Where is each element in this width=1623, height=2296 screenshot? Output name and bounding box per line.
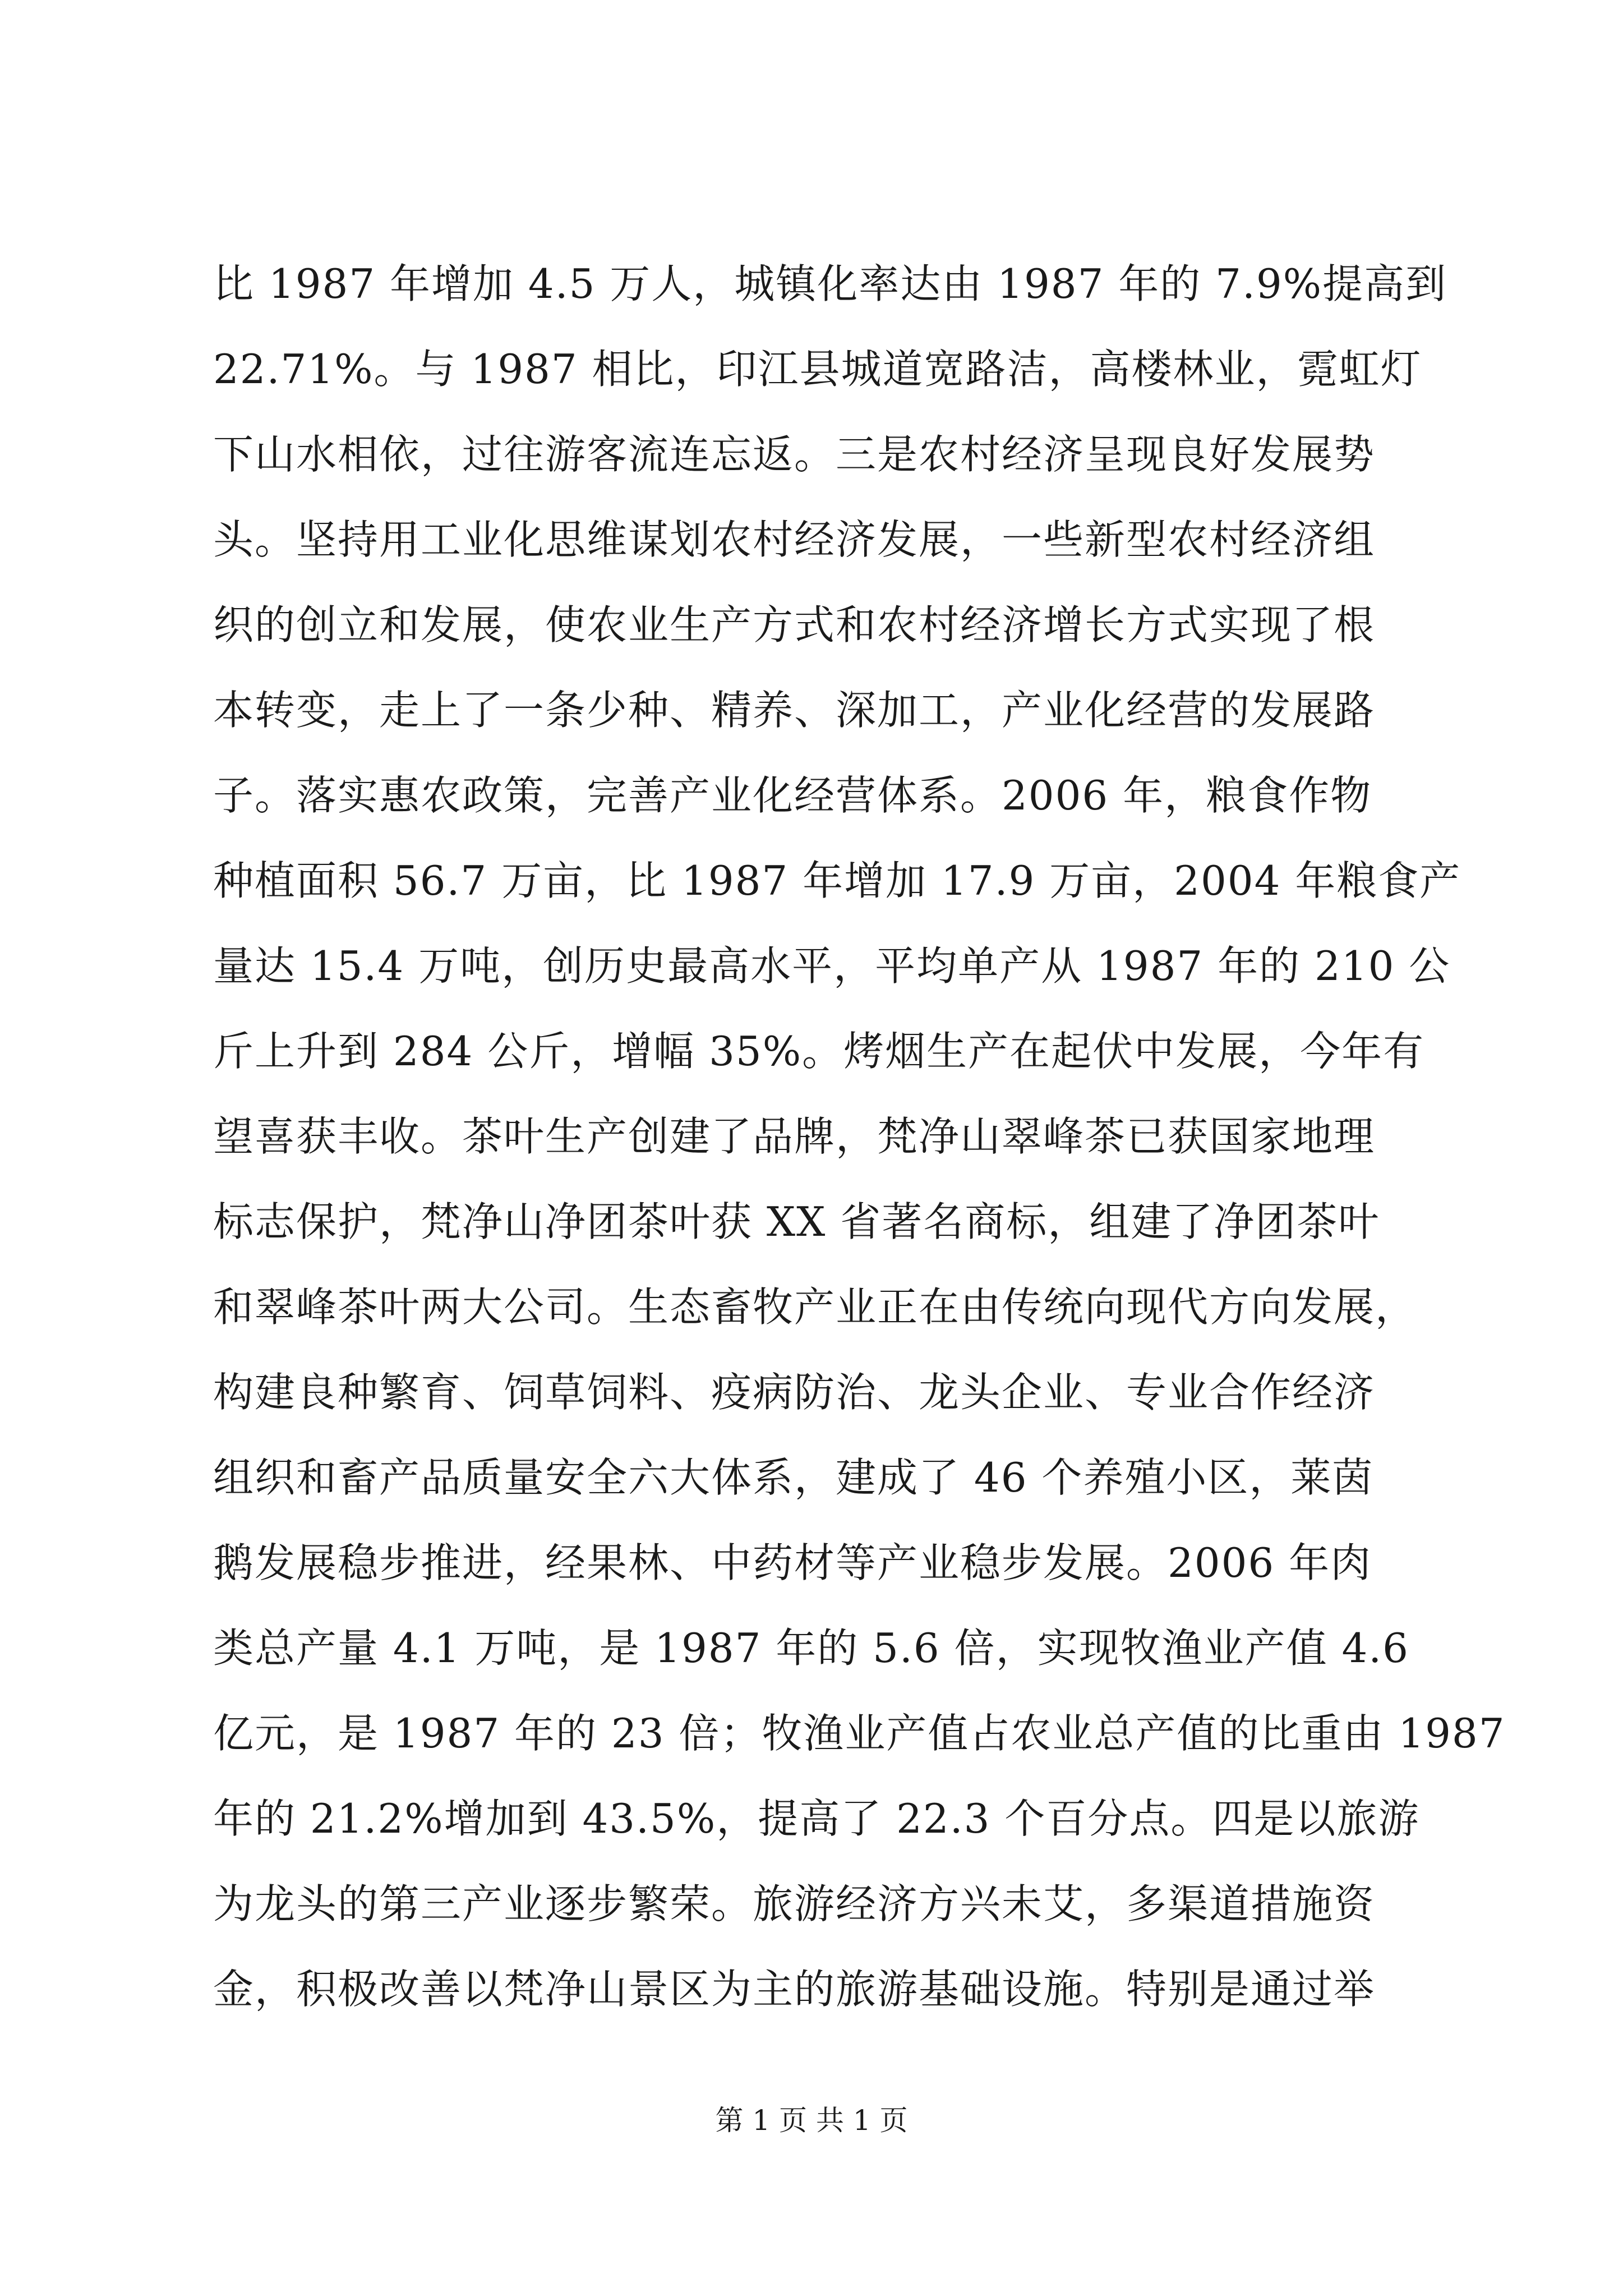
text-line: 标志保护，梵净山净团茶叶获 XX 省著名商标，组建了净团茶叶: [213, 1198, 1380, 1245]
text-line: 亿元，是 1987 年的 23 倍；牧渔业产值占农业总产值的比重由 1987: [213, 1710, 1506, 1757]
text-line: 和翠峰茶叶两大公司。生态畜牧产业正在由传统向现代方向发展，: [213, 1283, 1417, 1331]
text-line: 鹅发展稳步推进，经果林、中药材等产业稳步发展。2006 年肉: [213, 1539, 1372, 1586]
text-line: 比 1987 年增加 4.5 万人，城镇化率达由 1987 年的 7.9%提高到: [213, 260, 1447, 307]
text-line: 下山水相依，过往游客流连忘返。三是农村经济呈现良好发展势: [213, 431, 1376, 478]
text-line: 为龙头的第三产业逐步繁荣。旅游经济方兴未艾，多渠道措施资: [213, 1880, 1376, 1927]
text-line: 年的 21.2%增加到 43.5%，提高了 22.3 个百分点。四是以旅游: [213, 1795, 1420, 1842]
page-footer: 第 1 页 共 1 页: [715, 2104, 908, 2137]
text-line: 金，积极改善以梵净山景区为主的旅游基础设施。特别是通过举: [213, 1966, 1376, 2013]
text-line: 织的创立和发展，使农业生产方式和农村经济增长方式实现了根: [213, 601, 1376, 648]
text-line: 22.71%。与 1987 相比，印江县城道宽路洁，高楼林业，霓虹灯: [213, 346, 1422, 393]
text-line: 子。落实惠农政策，完善产业化经营体系。2006 年，粮食作物: [213, 772, 1372, 819]
text-line: 种植面积 56.7 万亩，比 1987 年增加 17.9 万亩，2004 年粮食产: [213, 857, 1461, 904]
text-line: 组织和畜产品质量安全六大体系，建成了 46 个养殖小区，莱茵: [213, 1454, 1374, 1501]
text-line: 望喜获丰收。茶叶生产创建了品牌，梵净山翠峰茶已获国家地理: [213, 1113, 1376, 1160]
text-line: 构建良种繁育、饲草饲料、疫病防治、龙头企业、专业合作经济: [213, 1369, 1376, 1416]
text-line: 斤上升到 284 公斤，增幅 35%。烤烟生产在起伏中发展，今年有: [213, 1028, 1425, 1075]
text-line: 本转变，走上了一条少种、精养、深加工，产业化经营的发展路: [213, 687, 1376, 734]
text-line: 头。坚持用工业化思维谋划农村经济发展，一些新型农村经济组: [213, 516, 1376, 563]
text-line: 类总产量 4.1 万吨，是 1987 年的 5.6 倍，实现牧渔业产值 4.6: [213, 1625, 1409, 1672]
text-line: 量达 15.4 万吨，创历史最高水平，平均单产从 1987 年的 210 公: [213, 942, 1451, 990]
body-text: [213, 241, 1506, 2032]
